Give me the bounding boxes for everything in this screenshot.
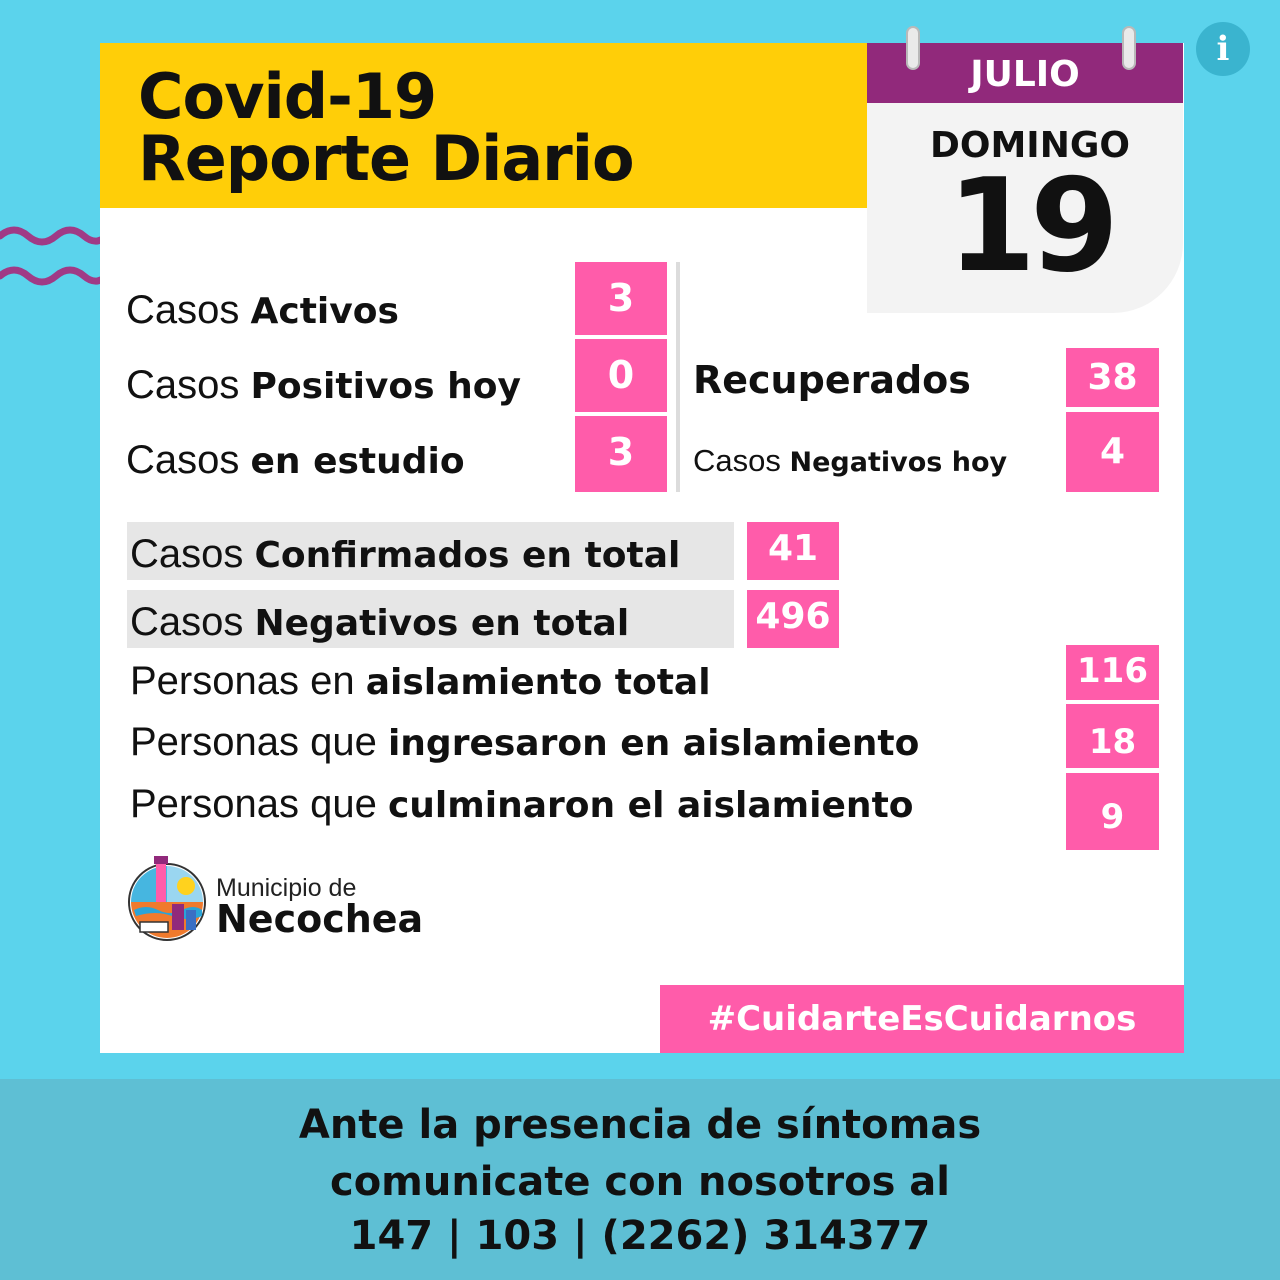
stat-confirmados-value: 41 (747, 522, 839, 580)
stat-positivos-hoy-label: Casos Positivos hoy (126, 363, 521, 407)
column-divider (676, 262, 680, 492)
stat-culminaron-value: 9 (1066, 773, 1159, 850)
stat-negativos-total-value: 496 (747, 590, 839, 648)
stat-culminaron-label: Personas que culminaron el aislamiento (130, 782, 914, 826)
hashtag-banner: #CuidarteEsCuidarnos (660, 985, 1184, 1053)
calendar-ring-left (906, 26, 920, 70)
stat-negativos-hoy-value: 4 (1066, 412, 1159, 492)
stat-aislamiento-total-value: 116 (1066, 645, 1159, 700)
stat-ingresaron-value: 18 (1066, 704, 1159, 768)
stat-activos-label: Casos Activos (126, 288, 399, 332)
stat-aislamiento-total-label: Personas en aislamiento total (130, 659, 711, 703)
stat-confirmados-label: Casos Confirmados en total (130, 532, 681, 576)
stat-en-estudio-value: 3 (575, 416, 667, 492)
calendar-ring-right (1122, 26, 1136, 70)
stat-recuperados-value: 38 (1066, 348, 1159, 407)
wave-decoration (0, 222, 110, 302)
logo-text-necochea: Necochea (216, 897, 424, 941)
stat-activos-value: 3 (575, 262, 667, 335)
logo-text-municipio: Municipio de (216, 874, 357, 902)
calendar-month: JULIO (970, 54, 1080, 95)
footer-line-1: Ante la presencia de síntomas (298, 1102, 982, 1148)
footer-phone-numbers: 147 | 103 | (2262) 314377 (349, 1213, 931, 1259)
stat-en-estudio-label: Casos en estudio (126, 438, 465, 482)
title-line-1: Covid-19 (138, 60, 437, 133)
stat-recuperados-label: Recuperados (693, 358, 971, 402)
info-icon[interactable]: i (1196, 22, 1250, 76)
stat-negativos-hoy-label: Casos Negativos hoy (693, 443, 1008, 478)
stat-negativos-total-label: Casos Negativos en total (130, 600, 630, 644)
necochea-logo-icon (126, 852, 208, 944)
footer-line-2: comunicate con nosotros al (329, 1159, 951, 1205)
calendar-day-number: 19 (946, 152, 1114, 301)
calendar-day-name: DOMINGO (930, 125, 1130, 166)
stat-positivos-hoy-value: 0 (575, 339, 667, 412)
title-line-2: Reporte Diario (138, 122, 634, 195)
stat-ingresaron-label: Personas que ingresaron en aislamiento (130, 720, 920, 764)
